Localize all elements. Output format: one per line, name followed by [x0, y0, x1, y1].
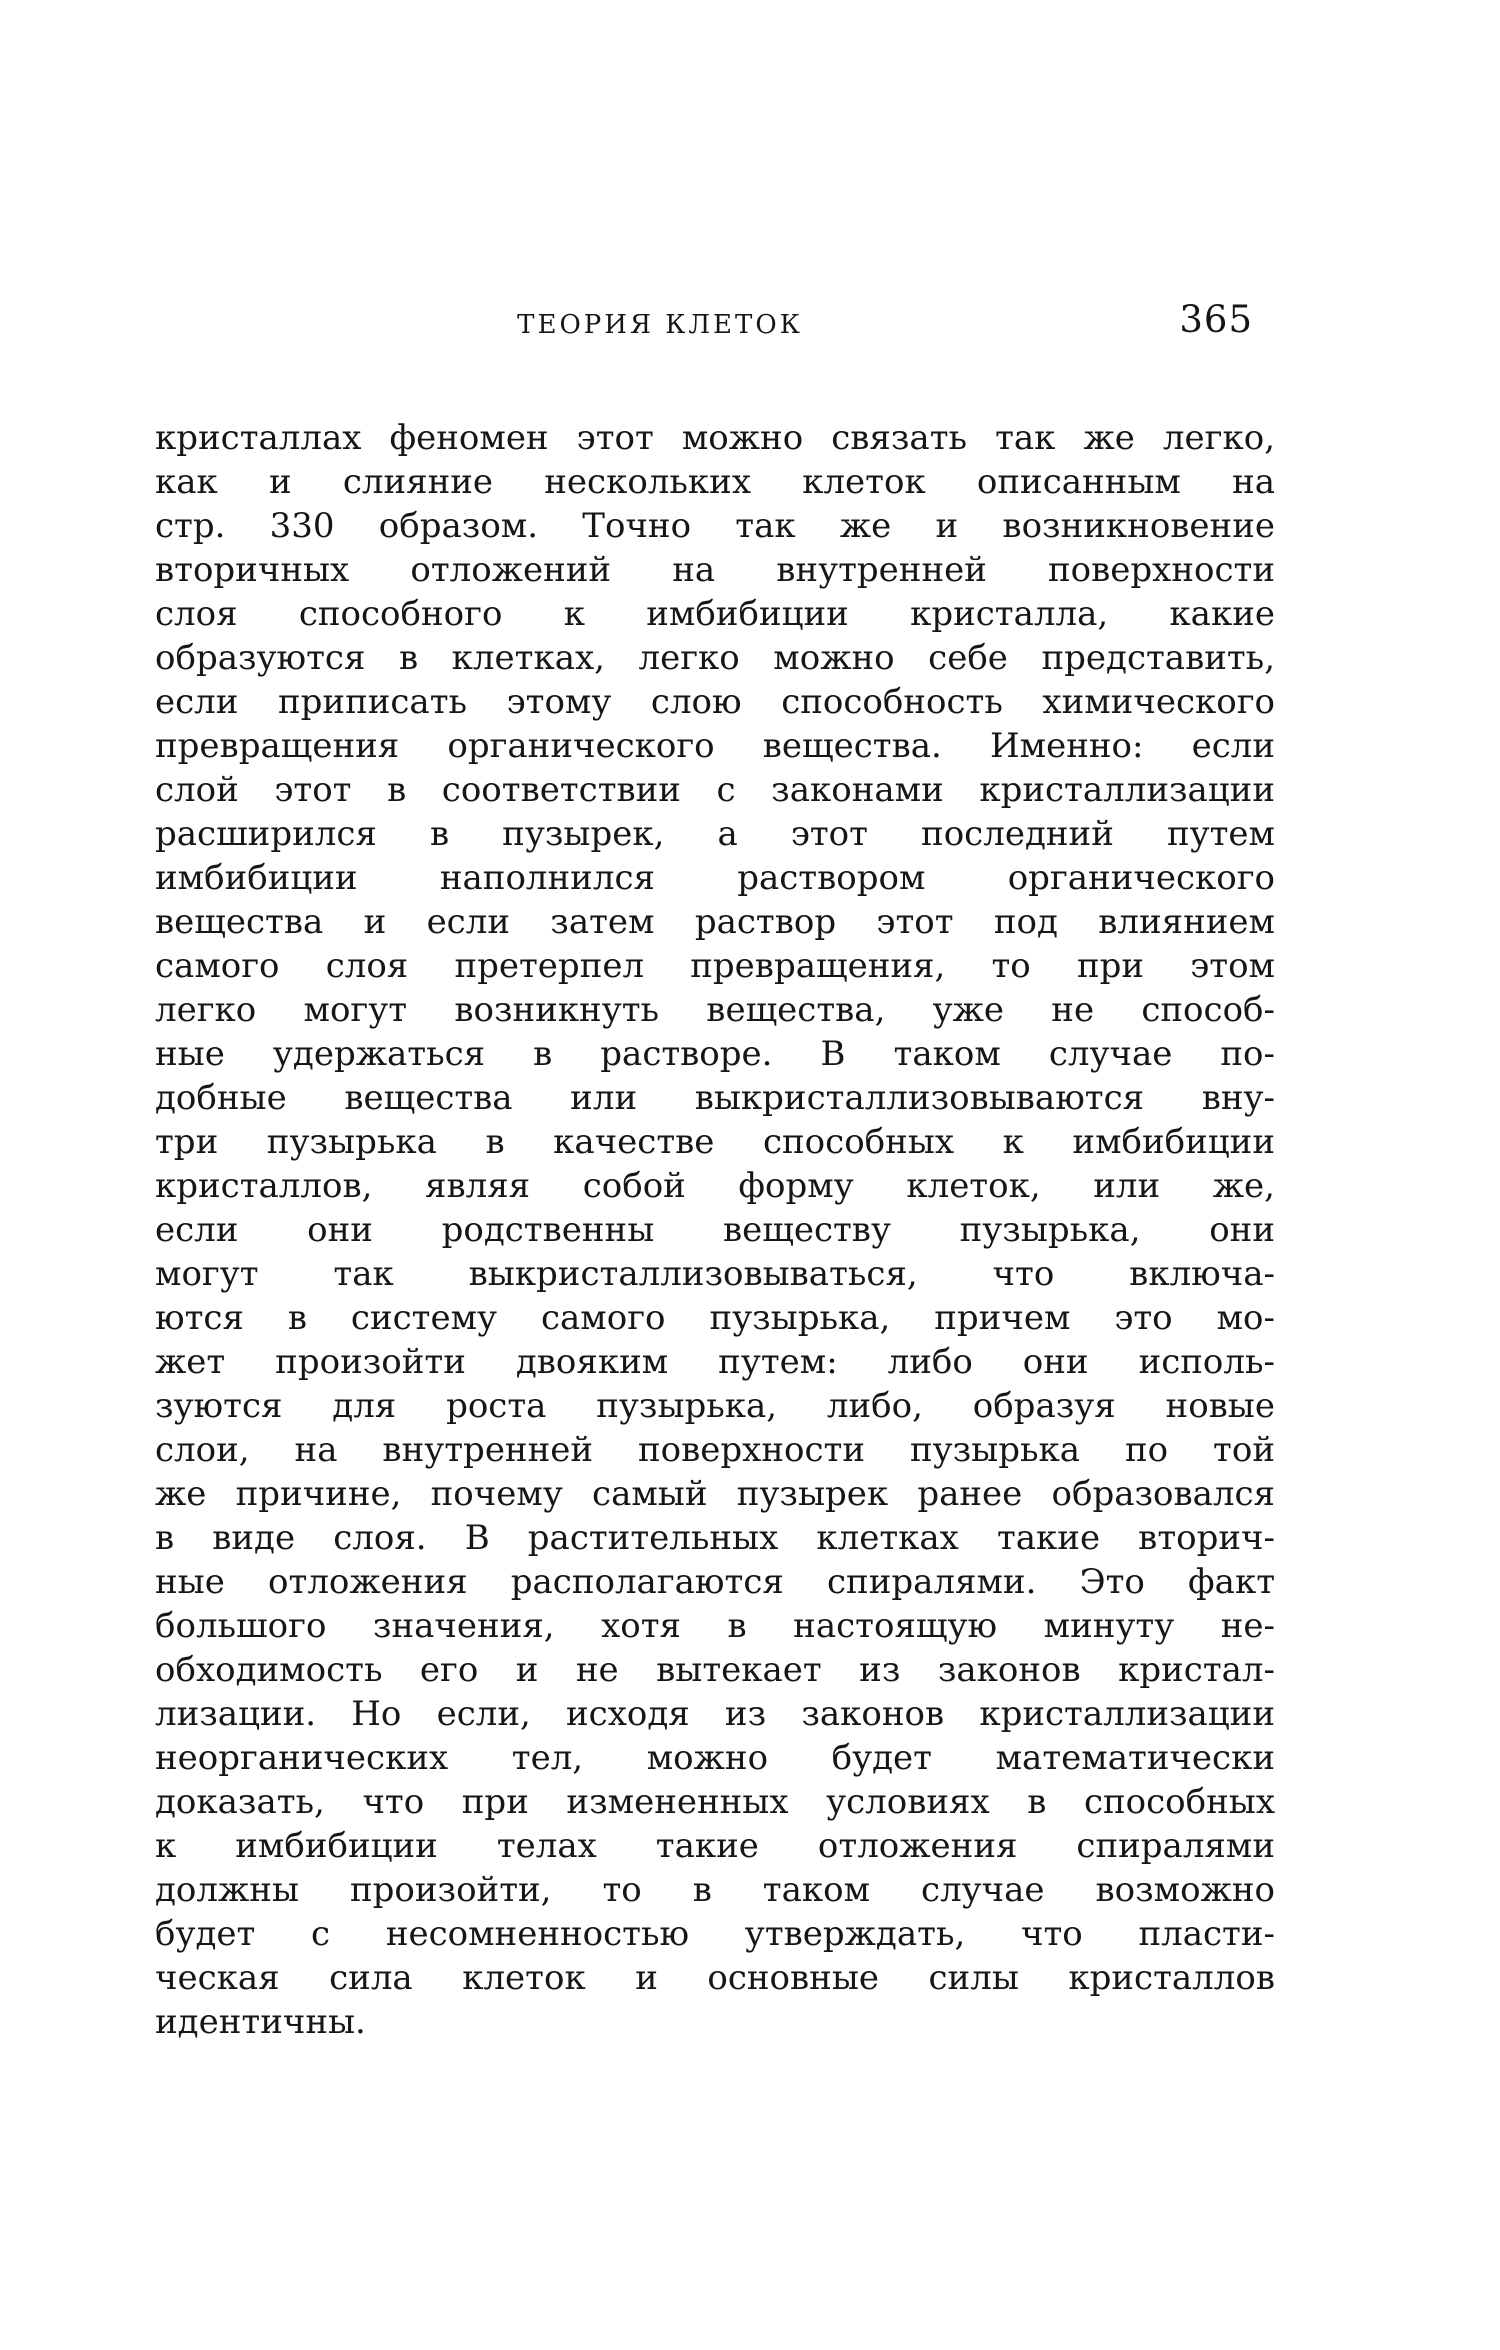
text-line: вещества и если затем раствор этот под влиянием — [155, 902, 1275, 942]
text-line: зуются для роста пузырька, либо, образуя новые — [155, 1386, 1275, 1426]
text-line: слоя способного к имбибиции кристалла, какие — [155, 594, 1275, 634]
text-line: ные отложения располагаются спиралями. Это факт — [155, 1562, 1275, 1602]
text-line: могут так выкристаллизовываться, что включа- — [155, 1254, 1275, 1294]
text-line: имбибиции наполнился раствором органического — [155, 858, 1275, 898]
text-line: обходимость его и не вытекает из законов кристал- — [155, 1650, 1275, 1690]
text-line: самого слоя претерпел превращения, то при этом — [155, 946, 1275, 986]
text-line: расширился в пузырек, а этот последний путем — [155, 814, 1275, 854]
text-line: образуются в клетках, легко можно себе представить, — [155, 638, 1275, 678]
text-line: ные удержаться в растворе. В таком случае по- — [155, 1034, 1275, 1074]
text-line: доказать, что при измененных условиях в способных — [155, 1782, 1275, 1822]
text-line: лизации. Но если, исходя из законов кристаллизации — [155, 1694, 1275, 1734]
text-line: будет с несомненностью утверждать, что пласти- — [155, 1914, 1275, 1954]
text-line: большого значения, хотя в настоящую минуту не- — [155, 1606, 1275, 1646]
text-line: ются в систему самого пузырька, причем это мо- — [155, 1298, 1275, 1338]
text-line: вторичных отложений на внутренней поверхности — [155, 550, 1275, 590]
text-line: должны произойти, то в таком случае возможно — [155, 1870, 1275, 1910]
text-line: неорганических тел, можно будет математически — [155, 1738, 1275, 1778]
text-line: три пузырька в качестве способных к имбибиции — [155, 1122, 1275, 1162]
running-title: ТЕОРИЯ КЛЕТОК — [517, 310, 803, 340]
body-text — [155, 416, 1275, 2044]
text-line: к имбибиции телах такие отложения спиралями — [155, 1826, 1275, 1866]
text-line: легко могут возникнуть вещества, уже не способ- — [155, 990, 1275, 1030]
text-line: идентичны. — [155, 2002, 366, 2042]
page-number: 365 — [1179, 298, 1253, 341]
text-line: же причине, почему самый пузырек ранее образовался — [155, 1474, 1275, 1514]
text-line: жет произойти двояким путем: либо они исполь- — [155, 1342, 1275, 1382]
text-line: добные вещества или выкристаллизовываются вну- — [155, 1078, 1275, 1118]
text-line: кристаллов, являя собой форму клеток, или же, — [155, 1166, 1275, 1206]
text-line: слой этот в соответствии с законами кристаллизации — [155, 770, 1275, 810]
text-line: кристаллах феномен этот можно связать так же легко, — [155, 418, 1275, 458]
text-line: если они родственны веществу пузырька, они — [155, 1210, 1275, 1250]
text-line: если приписать этому слою способность химического — [155, 682, 1275, 722]
text-line: превращения органического вещества. Именно: если — [155, 726, 1275, 766]
text-line: ческая сила клеток и основные силы кристаллов — [155, 1958, 1275, 1998]
text-line: слои, на внутренней поверхности пузырька по той — [155, 1430, 1275, 1470]
text-line: стр. 330 образом. Точно так же и возникновение — [155, 506, 1275, 546]
text-line: как и слияние нескольких клеток описанным на — [155, 462, 1275, 502]
text-line: в виде слоя. В растительных клетках такие вторич- — [155, 1518, 1275, 1558]
